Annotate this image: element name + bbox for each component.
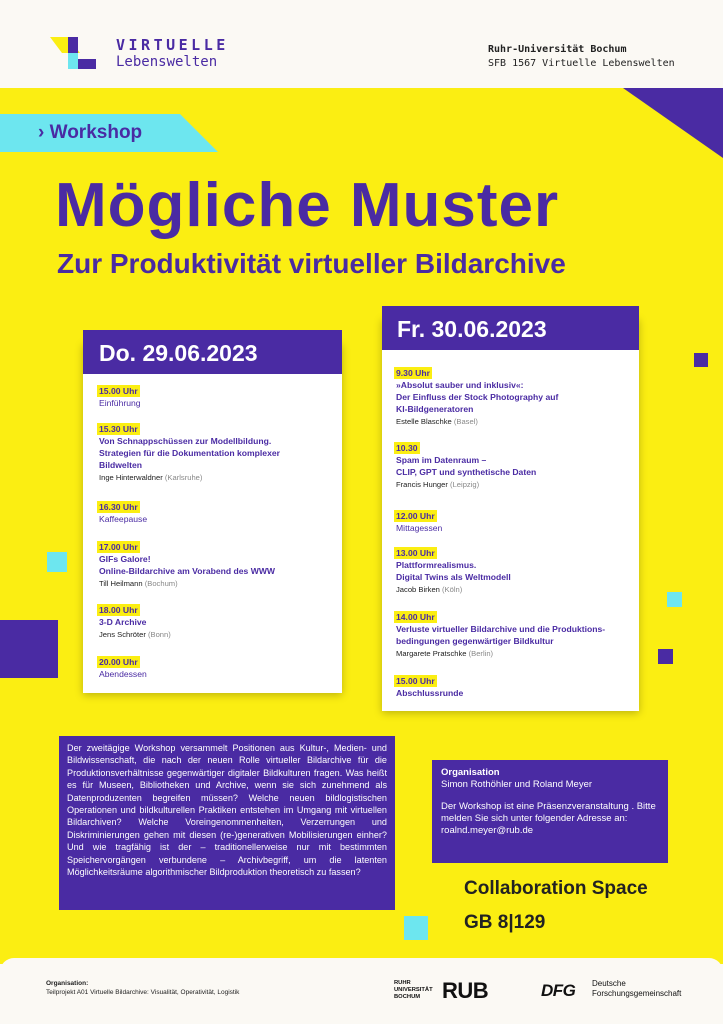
venue-name: Collaboration Space bbox=[464, 878, 648, 899]
speaker bbox=[99, 472, 329, 484]
program-title: Verluste virtueller Bildarchive und die Produktions- bedingungen gegenwärtiger Bildkultur bbox=[396, 624, 606, 646]
program-time: 13.00 Uhr bbox=[396, 548, 435, 558]
program-time: 15.00 Uhr bbox=[99, 386, 138, 396]
deco-square-cyan-bottom bbox=[404, 916, 428, 940]
logo-title: VIRTUELLE bbox=[116, 36, 229, 54]
footer-org-label: Organisation: bbox=[46, 980, 89, 987]
program-time: 20.00 Uhr bbox=[99, 657, 138, 667]
speaker-city: (Köln) bbox=[442, 585, 463, 594]
program-time: 18.00 Uhr bbox=[99, 605, 138, 615]
speaker-city: (Berlin) bbox=[468, 649, 494, 658]
page-subtitle: Zur Produktivität virtueller Bildarchive bbox=[57, 248, 566, 279]
footer bbox=[0, 958, 723, 1024]
program-item bbox=[99, 541, 329, 590]
program-time: 9.30 Uhr bbox=[396, 368, 430, 378]
virtuelle-lebenswelten-logo bbox=[50, 37, 96, 69]
speaker-city: (Leipzig) bbox=[450, 480, 480, 489]
organisation-note: Der Workshop ist eine Präsenzveranstaltung . Bitte melden Sie sich unter folgender Adresse an: bbox=[441, 801, 656, 824]
logo-subtitle: Lebenswelten bbox=[116, 54, 218, 70]
program-title: 3-D Archive bbox=[99, 617, 147, 627]
program-time: 14.00 Uhr bbox=[396, 612, 435, 622]
speaker-city: (Basel) bbox=[453, 417, 478, 426]
speaker-name: Jens Schröter bbox=[99, 630, 146, 639]
chevron-right-icon: › bbox=[38, 122, 45, 143]
speaker-name: Inge Hinterwaldner bbox=[99, 473, 163, 482]
speaker-name: Till Heilmann bbox=[99, 579, 143, 588]
program-item bbox=[396, 442, 626, 491]
header bbox=[0, 0, 723, 88]
poster-body bbox=[0, 88, 723, 964]
program-title: Von Schnappschüssen zur Modellbildung. Strategien für die Dokumentation komplexer Bildwelten bbox=[99, 436, 280, 470]
day2-date-header bbox=[382, 306, 639, 350]
speaker bbox=[396, 479, 626, 491]
rub-logo: RUB bbox=[442, 978, 489, 1003]
workshop-description: Der zweitägige Workshop versammelt Positionen aus Kultur-, Medien- und Bildwissenschaft, die nach der neuen Rolle virtueller Bildarchive für die Produktionsverhältnisse gegenwärtiger digitaler Bildkulturen fragen. Was heißt es für Museen, Bibliotheken und Archive, wenn sie sich zunehmend als Datenproduzenten begreifen müssen? Welche neuen bildlogistischen Operationen und bildkulturellen Praktiken entstehen im Umgang mit virtuellen Bildarchiven? Welche Voreingenommenheiten, Verzerrungen und Diskriminierungen gehen mit diesen (re-)generativen Mobilisierungen einher? Und wie tragfähig ist der – traditionellerweise nur mit bestimmten Speichervorgängen verbundene – Archivbegriff, um die latenten Möglichkeitsräume algorithmischer Bildproduktion theoretisch zu fassen? bbox=[59, 736, 395, 910]
program-time: 17.00 Uhr bbox=[99, 542, 138, 552]
program-time: 15.30 Uhr bbox=[99, 424, 138, 434]
rub-small-logo: RUHR UNIVERSITÄT BOCHUM bbox=[394, 980, 433, 1000]
program-title: Einführung bbox=[99, 398, 141, 408]
organisation-box bbox=[432, 760, 668, 863]
deco-square-purple-left bbox=[0, 620, 58, 678]
venue-room: GB 8|129 bbox=[464, 912, 546, 933]
program-time: 12.00 Uhr bbox=[396, 511, 435, 521]
program-time: 10.30 bbox=[396, 443, 418, 453]
dfg-name: Deutsche Forschungsgemeinschaft bbox=[592, 979, 682, 998]
workshop-label bbox=[38, 122, 142, 144]
program-item bbox=[99, 604, 329, 641]
program-time: 16.30 Uhr bbox=[99, 502, 138, 512]
program-title: GIFs Galore! Online-Bildarchive am Vorabend des WWW bbox=[99, 554, 276, 576]
day2-date: Fr. 30.06.2023 bbox=[397, 316, 547, 342]
deco-square-cyan-right bbox=[667, 592, 682, 607]
speaker bbox=[99, 578, 329, 590]
page-title: Mögliche Muster bbox=[55, 171, 560, 240]
speaker bbox=[396, 416, 626, 428]
footer-org-text: Teilprojekt A01 Virtuelle Bildarchive: Visualität, Operativität, Logistik bbox=[46, 989, 240, 996]
program-item bbox=[396, 547, 626, 596]
program-item bbox=[99, 423, 329, 484]
speaker-name: Margarete Pratschke bbox=[396, 649, 467, 658]
program-title: Abschlussrunde bbox=[396, 688, 464, 698]
program-item bbox=[396, 510, 626, 534]
speaker-city: (Bonn) bbox=[147, 630, 171, 639]
sfb-name: SFB 1567 Virtuelle Lebenswelten bbox=[488, 58, 675, 69]
workshop-text: Workshop bbox=[49, 122, 143, 143]
program-item bbox=[99, 656, 329, 680]
speaker bbox=[99, 629, 329, 641]
speaker-name: Francis Hunger bbox=[396, 480, 448, 489]
speaker-name: Jacob Birken bbox=[396, 585, 440, 594]
university-name: Ruhr-Universität Bochum bbox=[488, 44, 627, 55]
program-item bbox=[99, 501, 329, 525]
program-title: Mittagessen bbox=[396, 523, 443, 533]
corner-triangle bbox=[623, 88, 723, 158]
day1-date-header bbox=[83, 330, 342, 374]
deco-square-purple-right-top bbox=[694, 353, 708, 367]
program-title: Plattformrealismus. Digital Twins als Weltmodell bbox=[396, 560, 511, 582]
speaker bbox=[396, 584, 626, 596]
program-item bbox=[396, 611, 626, 660]
dfg-logo: DFG bbox=[541, 981, 576, 1000]
deco-square-purple-right bbox=[658, 649, 673, 664]
deco-square-cyan-left bbox=[47, 552, 67, 572]
program-item bbox=[396, 675, 626, 699]
speaker-city: (Karlsruhe) bbox=[164, 473, 203, 482]
program-item bbox=[396, 367, 626, 428]
organisation-names: Simon Rothöhler und Roland Meyer bbox=[441, 779, 593, 790]
speaker-city: (Bochum) bbox=[144, 579, 178, 588]
program-title: Kaffeepause bbox=[99, 514, 148, 524]
organisation-email[interactable]: roalnd.meyer@rub.de bbox=[441, 825, 534, 836]
organisation-heading: Organisation bbox=[441, 767, 500, 778]
program-title: Abendessen bbox=[99, 669, 147, 679]
program-title: Spam im Datenraum – CLIP, GPT und synthetische Daten bbox=[396, 455, 537, 477]
program-time: 15.00 Uhr bbox=[396, 676, 435, 686]
program-item bbox=[99, 385, 329, 409]
program-title: »Absolut sauber und inklusiv«: Der Einfluss der Stock Photography auf KI-Bildgeneratoren bbox=[396, 380, 559, 414]
speaker-name: Estelle Blaschke bbox=[396, 417, 452, 426]
speaker bbox=[396, 648, 626, 660]
day1-date: Do. 29.06.2023 bbox=[99, 340, 258, 366]
